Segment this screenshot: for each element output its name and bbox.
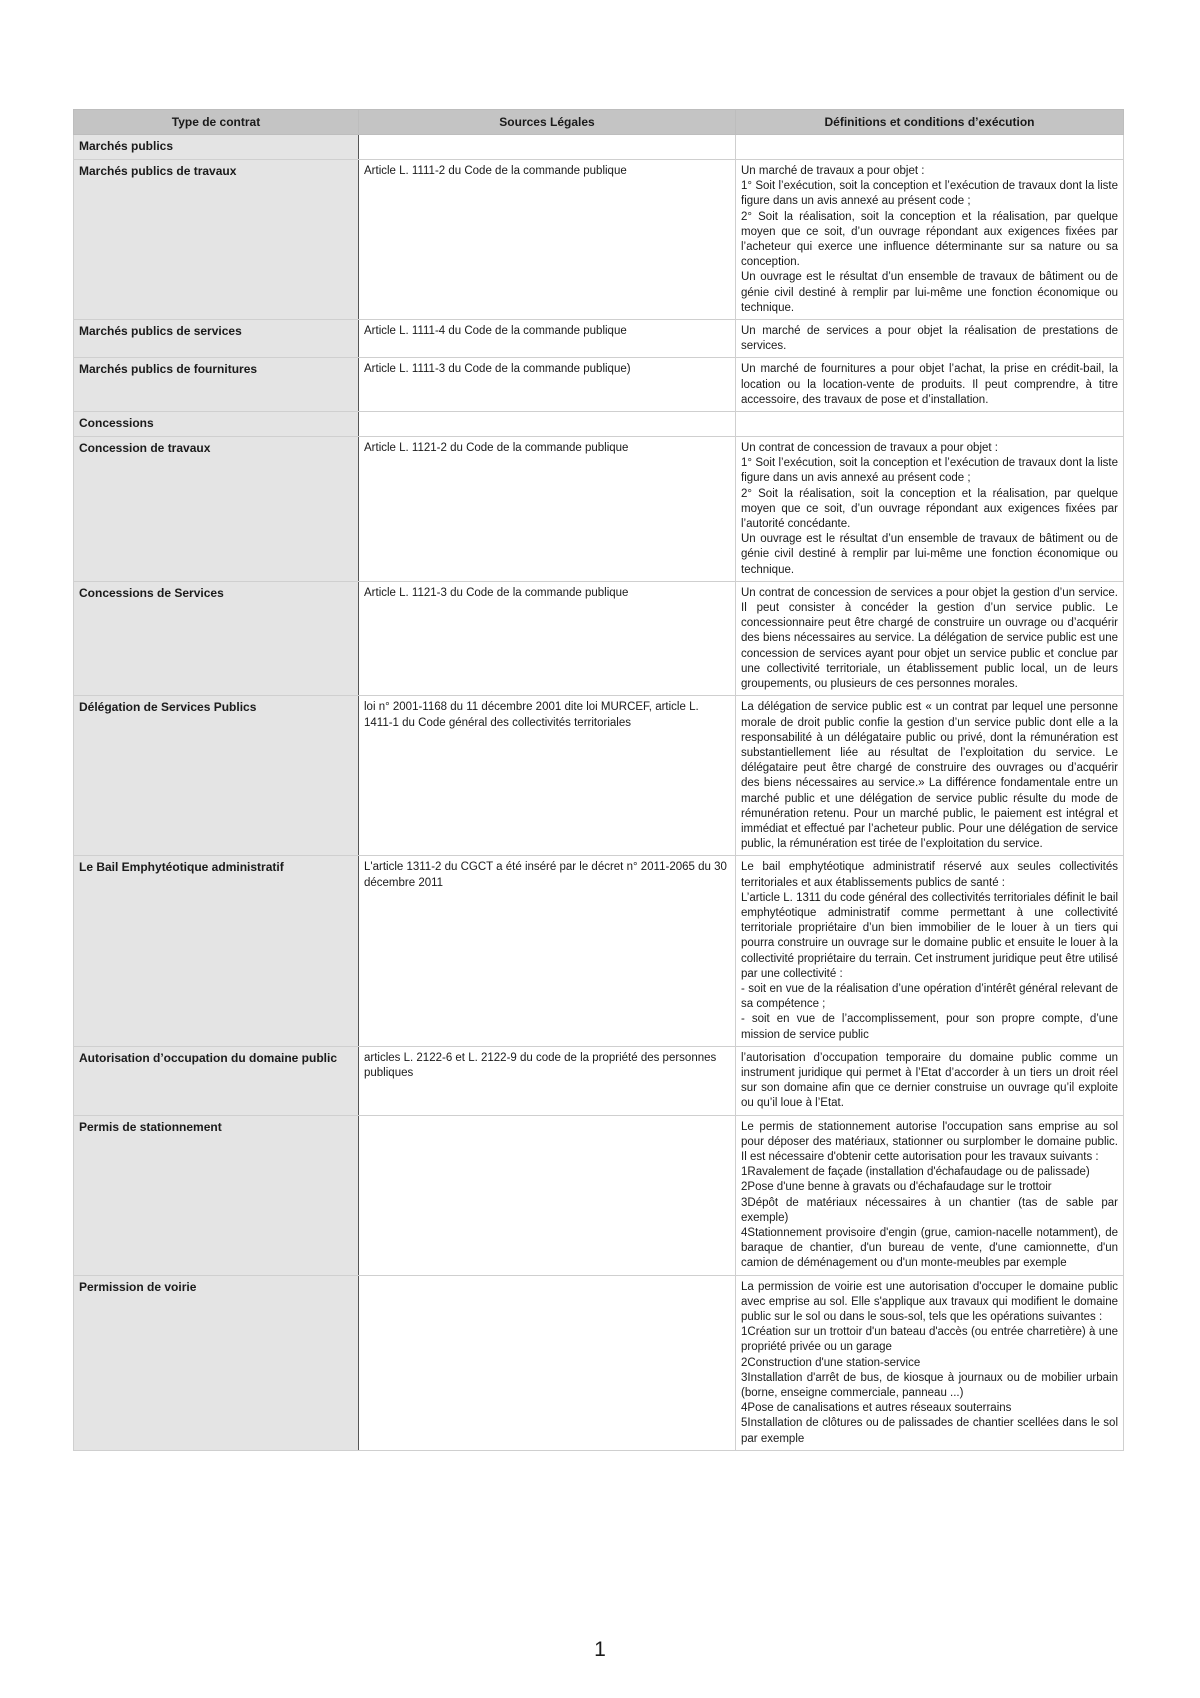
row-type: Concession de travaux xyxy=(74,437,359,582)
row-definition xyxy=(736,437,1124,582)
definition-paragraph: Un contrat de concession de services a pour objet la gestion d’un service. Il peut consister à concéder la gestion d’un service public. Le concessionnaire peut être chargé de construire un ouvrage ou d’acquérir des biens nécessaires au service. La délégation de service public est une concession de services ayant pour objet un service public et conclue par une collectivité territoriale, un établissement public local, un de leurs groupements, ou plusieurs de ces personnes morales. xyxy=(741,586,1118,691)
row-source: loi n° 2001-1168 du 11 décembre 2001 dite loi MURCEF, article L. 1411-1 du Code général des collectivités territoriales xyxy=(359,696,736,856)
row-type: Concessions de Services xyxy=(74,581,359,695)
row-type: Marchés publics de travaux xyxy=(74,160,359,320)
definition-paragraph: L’article L. 1311 du code général des collectivités territoriales définit le bail emphytéotique administratif comme permettant à une collectivité territoriale propriétaire d’un bien immobilier de le louer à un tiers qui pourra construire un ouvrage sur le domaine public et ensuite le louer à la collectivité propriétaire du terrain. Cet instrument juridique peut être utilisé par une collectivité : xyxy=(741,891,1118,980)
row-source: L'article 1311-2 du CGCT a été inséré par le décret n° 2011-2065 du 30 décembre 2011 xyxy=(359,856,736,1046)
row-type: Marchés publics de services xyxy=(74,320,359,358)
table-row xyxy=(74,856,1124,1046)
definition-paragraph: Un marché de fournitures a pour objet l’achat, la prise en crédit-bail, la location ou la location-vente de produits. Il peut comprendre, à titre accessoire, des travaux de pose et d’installation. xyxy=(741,363,1118,406)
row-type: Concessions xyxy=(74,412,359,437)
definition-paragraph: - soit en vue de la réalisation d’une opération d’intérêt général relevant de sa compétence ; xyxy=(741,982,1118,1011)
table-row xyxy=(74,581,1124,695)
row-definition xyxy=(736,581,1124,695)
row-source xyxy=(359,1115,736,1275)
definition-paragraph: 5Installation de clôtures ou de palissades de chantier scellées dans le sol par exemple xyxy=(741,1417,1118,1445)
row-source: articles L. 2122-6 et L. 2122-9 du code de la propriété des personnes publiques xyxy=(359,1046,736,1115)
table-row xyxy=(74,135,1124,160)
definition-paragraph: Le bail emphytéotique administratif réservé aux seules collectivités territoriales et aux établissements publics de santé : xyxy=(741,861,1118,889)
definition-paragraph: 4Pose de canalisations et autres réseaux souterrains xyxy=(741,1402,1012,1415)
definition-paragraph: 3Installation d'arrêt de bus, de kiosque à journaux ou de mobilier urbain (borne, enseigne commerciale, panneau ...) xyxy=(741,1371,1118,1400)
definition-paragraph: 1Création sur un trottoir d'un bateau d'accès (ou entrée charretière) à une propriété privée ou un garage xyxy=(741,1326,1118,1354)
definition-paragraph: Un marché de travaux a pour objet : xyxy=(741,165,925,177)
row-type: Délégation de Services Publics xyxy=(74,696,359,856)
definition-paragraph: Un ouvrage est le résultat d’un ensemble de travaux de bâtiment ou de génie civil destiné à remplir par lui-même une fonction économique ou technique. xyxy=(741,271,1118,314)
row-source xyxy=(359,135,736,160)
row-type: Autorisation d’occupation du domaine public xyxy=(74,1046,359,1115)
row-definition xyxy=(736,320,1124,358)
row-source: Article L. 1121-2 du Code de la commande publique xyxy=(359,437,736,582)
definition-paragraph: - soit en vue de l’accomplissement, pour son propre compte, d’une mission de service public xyxy=(741,1013,1118,1041)
definition-paragraph: 2° Soit la réalisation, soit la conception et la réalisation, par quelque moyen que ce soit, d’un ouvrage répondant aux exigences fixées par l’autorité concédante. xyxy=(741,487,1118,531)
table-header-row xyxy=(74,110,1124,135)
row-source: Article L. 1121-3 du Code de la commande publique xyxy=(359,581,736,695)
definition-paragraph: Un ouvrage est le résultat d’un ensemble de travaux de bâtiment ou de génie civil destiné à remplir par lui-même une fonction économique ou technique. xyxy=(741,533,1118,576)
definition-paragraph: 3Dépôt de matériaux nécessaires à un chantier (tas de sable par exemple) xyxy=(741,1196,1118,1224)
definition-paragraph: 4Stationnement provisoire d'engin (grue, camion-nacelle notamment), de baraque de chantier, d'un bureau de vente, d'une camionnette, d'un camion de déménagement ou d'un monte-meubles par exemple xyxy=(741,1227,1118,1270)
definition-paragraph: Le permis de stationnement autorise l'occupation sans emprise au sol pour déposer des matériaux, stationner ou surplomber le domaine public. Il est nécessaire d'obtenir cette autorisation pour les travaux suivants : xyxy=(741,1120,1118,1163)
row-source xyxy=(359,1275,736,1450)
definition-paragraph: 2Construction d'une station-service xyxy=(741,1356,921,1369)
table-row xyxy=(74,1115,1124,1275)
row-source: Article L. 1111-2 du Code de la commande publique xyxy=(359,160,736,320)
header-sources: Sources Légales xyxy=(359,110,736,135)
definition-paragraph: La délégation de service public est « un contrat par lequel une personne morale de droit public confie la gestion d’un service public dont elle a la responsabilité à un délégataire public ou privé, dont la rémunération est substantiellement liée au résultat de l’exploitation du service. Le délégataire peut être chargé de construire des ouvrages ou d’acquérir des biens nécessaires au service.» La différence fondamentale entre un marché public et une délégation de service public résulte du mode de rémunération retenu. Pour un marché public, le paiement est intégral et immédiat et effectué par l’acheteur public. Pour une délégation de service public, la rémunération est tirée de l’exploitation du service. xyxy=(741,701,1118,851)
row-source: Article L. 1111-4 du Code de la commande publique xyxy=(359,320,736,358)
row-definition xyxy=(736,1275,1124,1450)
table-row xyxy=(74,358,1124,412)
row-source: Article L. 1111-3 du Code de la commande publique) xyxy=(359,358,736,412)
row-definition xyxy=(736,412,1124,437)
row-type: Permis de stationnement xyxy=(74,1115,359,1275)
contract-types-table xyxy=(73,109,1124,1451)
header-type: Type de contrat xyxy=(74,110,359,135)
row-type: Marchés publics de fournitures xyxy=(74,358,359,412)
table-row xyxy=(74,1046,1124,1115)
definition-paragraph: Un contrat de concession de travaux a pour objet : xyxy=(741,442,998,455)
row-definition xyxy=(736,1046,1124,1115)
row-definition xyxy=(736,135,1124,160)
header-definitions: Définitions et conditions d’exécution xyxy=(736,110,1124,135)
definition-paragraph: 1° Soit l’exécution, soit la conception et l’exécution de travaux dont la liste figure dans un avis annexé au présent code ; xyxy=(741,180,1118,208)
row-type: Le Bail Emphytéotique administratif xyxy=(74,856,359,1046)
table-row xyxy=(74,437,1124,582)
row-type: Permission de voirie xyxy=(74,1275,359,1450)
definition-paragraph: 2° Soit la réalisation, soit la conception et la réalisation, par quelque moyen que ce soit, d’un ouvrage répondant aux exigences fixées par l’acheteur qui exerce une influence déterminante sur sa nature ou sa conception. xyxy=(741,210,1118,269)
table-row xyxy=(74,412,1124,437)
table-row xyxy=(74,1275,1124,1450)
row-source xyxy=(359,412,736,437)
table-row xyxy=(74,696,1124,856)
page-number: 1 xyxy=(594,1638,606,1661)
row-definition xyxy=(736,856,1124,1046)
table-row xyxy=(74,320,1124,358)
table-row xyxy=(74,160,1124,320)
row-type: Marchés publics xyxy=(74,135,359,160)
definition-paragraph: 2Pose d'une benne à gravats ou d'échafaudage sur le trottoir xyxy=(741,1181,1052,1194)
definition-paragraph: La permission de voirie est une autorisation d'occuper le domaine public avec emprise au sol. Elle s'applique aux travaux qui modifient le domaine public sur le sol ou dans le sous-sol, tels que les opérations suivantes : xyxy=(741,1280,1118,1324)
definition-paragraph: Un marché de services a pour objet la réalisation de prestations de services. xyxy=(741,325,1118,353)
row-definition xyxy=(736,696,1124,856)
definition-paragraph: 1° Soit l’exécution, soit la conception et l’exécution de travaux dont la liste figure dans un avis annexé au présent code ; xyxy=(741,457,1118,485)
definition-paragraph: 1Ravalement de façade (installation d'échafaudage ou de palissade) xyxy=(741,1166,1090,1179)
row-definition xyxy=(736,1115,1124,1275)
row-definition xyxy=(736,160,1124,320)
row-definition xyxy=(736,358,1124,412)
definition-paragraph: l’autorisation d’occupation temporaire du domaine public comme un instrument juridique qui permet à l’Etat d’accorder à un tiers un droit réel sur son domaine afin que ce dernier construise un ouvrage qu’il exploite ou qu’il loue à l’Etat. xyxy=(741,1051,1118,1110)
